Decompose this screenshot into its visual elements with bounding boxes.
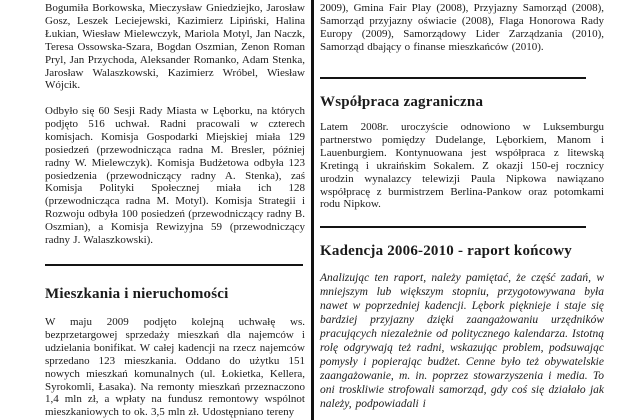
- paragraph-council-sessions: Odbyło się 60 Sesji Rady Miasta w Lęborku, na których podjęto 516 uchwał. Radni pracowali w czterech komisjach. Komisja Gospodarki Miejskiej miała 129 posiedzeń (przewodnicząca radna M. Bresler, później radny W. Mielewczyk). Komisja Budżetowa odbyła 123 posiedzenia (przewodniczący radny A. Stenka), zaś Komisja Polityki Społecznej miała ich 128 (przewodnicząca radna M. Motyl). Komisja Strategii i Rozwoju odbyła 100 posiedzeń (przewodniczący radny B. Oszmian), a Komisja Rewizyjna 59 (przewodniczący radny J. Walaszkowski).: [45, 105, 305, 247]
- right-column: [320, 0, 604, 420]
- column-divider: [311, 0, 314, 420]
- section-divider: [320, 226, 586, 228]
- section-divider: [320, 77, 586, 79]
- section-divider: [45, 264, 303, 266]
- paragraph-council-members: Bogumiła Borkowska, Mieczysław Gniedziejko, Jarosław Gosz, Leszek Leciejewski, Kazimierz Lipiński, Halina Łukian, Wiesław Mielewczyk, Mariola Motyl, Jan Naczk, Teresa Ossowska-Szara, Bogdan Oszmian, Zenon Roman Pryl, Jan Przychoda, Aleksander Romanko, Adam Stenka, Jarosław Walaszkowski, Kazimierz Wróbel, Wiesław Wójcik.: [45, 2, 305, 92]
- heading-housing: Mieszkania i nieruchomości: [45, 286, 229, 302]
- heading-foreign-cooperation: Współpraca zagraniczna: [320, 94, 484, 110]
- paragraph-term-report: Analizując ten raport, należy pamiętać, że część zadań, w mniejszym lub większym stopniu, przygotowywana była nawet w poprzedniej kadencji. Lębork pięknieje i staje się bardziej przyjazny dzięki zaangażowaniu urzędników pracujących niezależnie od politycznego kalendarza. Istotną rolę odgrywają też radni, wskazując problem, podsuwając pomysły i popierając budżet. Cenne było też obywatelskie zaangażowanie, m. in. poprzez stowarzyszenia i media. To oni troskliwie strofowali samorząd, gdy coś się działało jak należy, podpowiadali i: [320, 272, 604, 410]
- heading-term-report: Kadencja 2006-2010 - raport końcowy: [320, 243, 572, 259]
- paragraph-awards: 2009), Gmina Fair Play (2008), Przyjazny Samorząd (2008), Samorząd przyjazny oświacie (2008), Flaga Honorowa Rady Europy (2009), Samorządowy Lider Zarządzania (2010), Samorząd dbający o finanse mieszkańców (2010).: [320, 2, 604, 53]
- paragraph-foreign-cooperation: Latem 2008r. uroczyście odnowiono w Luksemburgu partnerstwo pomiędzy Dudelange, Lęborkiem, Manom i Lauenburgiem. Kontynuowana jest współpraca z litewską Kretingą i ukraińskim Sokalem. Z okazji 150-ej rocznicy urodzin wynalazcy telewizji Paula Nipkowa nawiązano współpracę z burmistrzem Berlina-Pankow oraz potomkami rodu Nipkow.: [320, 121, 604, 211]
- left-column: [45, 0, 305, 420]
- paragraph-housing: W maju 2009 podjęto kolejną uchwałę ws. bezprzetargowej sprzedaży mieszkań dla najemców i udzielania bonifikat. W całej kadencji na rzecz najemców sprzedano 123 mieszkania. Oddano do użytku 151 nowych mieszkań komunalnych (ul. Łokietka, Kellera, Syrokomli, Łasaka). Na remonty mieszkań przeznaczono 1,4 mln zł, a wpłaty na fundusz remontowy wspólnot mieszkaniowych to ok. 3,5 mln zł. Udostępniano tereny: [45, 316, 305, 419]
